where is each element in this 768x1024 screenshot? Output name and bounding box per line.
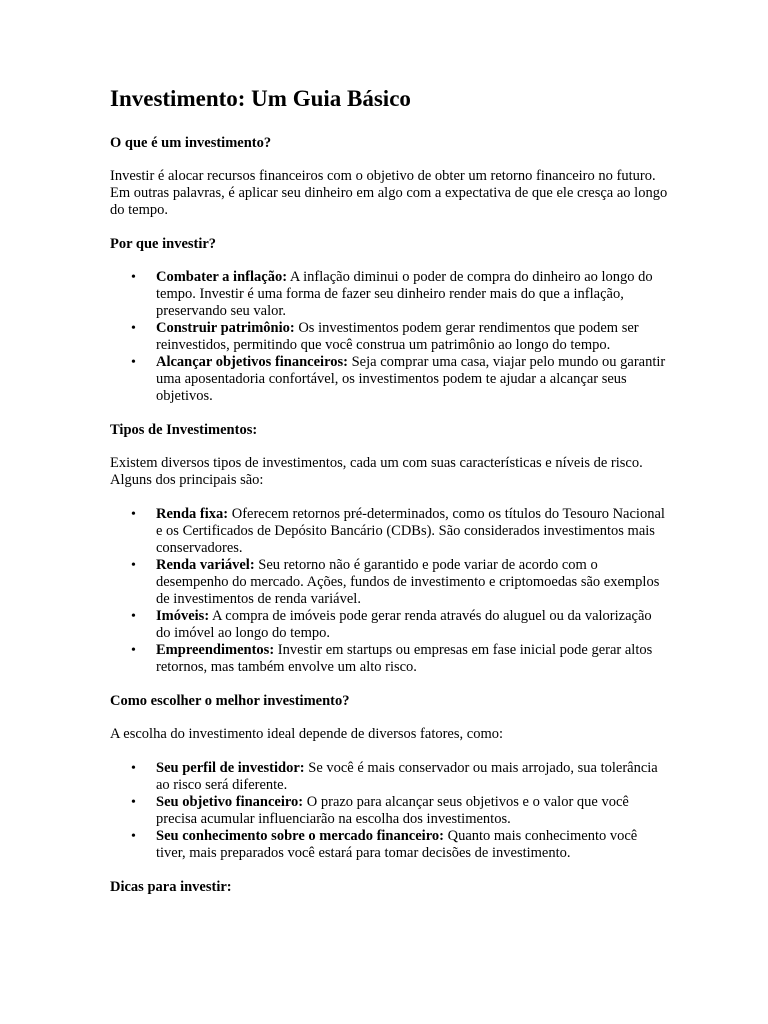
section-heading: Dicas para investir:	[110, 879, 232, 895]
bullet-icon: •	[131, 355, 136, 370]
list-item	[110, 642, 668, 676]
list-item-term: Renda variável:	[156, 557, 255, 573]
bullet-icon: •	[131, 761, 136, 776]
list-item	[110, 320, 668, 354]
list-item-text: Oferecem retornos pré-determinados, como os títulos do Tesouro Nacional e os Certificados de Depósito Bancário (CDBs). São considerados investimentos mais conservadores.	[156, 506, 665, 556]
bullet-icon: •	[131, 507, 136, 522]
section-paragraph: Existem diversos tipos de investimentos, cada um com suas características e níveis de risco. Alguns dos principais são:	[110, 455, 643, 488]
list-item	[110, 608, 668, 642]
section-heading: Tipos de Investimentos:	[110, 422, 258, 438]
bullet-list	[110, 269, 668, 405]
bullet-icon: •	[131, 829, 136, 844]
list-item	[110, 354, 668, 405]
bullet-icon: •	[131, 270, 136, 285]
section-heading: Como escolher o melhor investimento?	[110, 693, 350, 709]
list-item-term: Seu conhecimento sobre o mercado financeiro:	[156, 828, 444, 844]
list-item	[110, 269, 668, 320]
list-item-text: Quanto mais conhecimento você tiver, mais preparados você estará para tomar decisões de investimento.	[156, 828, 638, 861]
list-item	[110, 557, 668, 608]
list-item-term: Renda fixa:	[156, 506, 229, 522]
section-paragraph: Investir é alocar recursos financeiros com o objetivo de obter um retorno financeiro no futuro. Em outras palavras, é aplicar seu dinheiro em algo com a expectativa de que ele cresça ao longo do tempo.	[110, 168, 668, 218]
bullet-icon: •	[131, 609, 136, 624]
list-item-term: Seu objetivo financeiro:	[156, 794, 304, 810]
list-item-term: Imóveis:	[156, 608, 210, 624]
list-item-text: Investir em startups ou empresas em fase inicial pode gerar altos retornos, mas também envolve um alto risco.	[156, 642, 653, 675]
bullet-icon: •	[131, 643, 136, 658]
bullet-list	[110, 506, 668, 676]
list-item	[110, 828, 668, 862]
document-title: Investimento: Um Guia Básico	[110, 86, 411, 111]
list-item-term: Empreendimentos:	[156, 642, 275, 658]
list-item	[110, 506, 668, 557]
list-item-text: Se você é mais conservador ou mais arrojado, sua tolerância ao risco será diferente.	[156, 760, 658, 793]
list-item-term: Combater a inflação:	[156, 269, 288, 285]
list-item-text: A inflação diminui o poder de compra do dinheiro ao longo do tempo. Investir é uma forma de fazer seu dinheiro render mais do que a inflação, preservando seu valor.	[156, 269, 653, 319]
list-item	[110, 760, 668, 794]
list-item-text: A compra de imóveis pode gerar renda através do aluguel ou da valorização do imóvel ao longo do tempo.	[156, 608, 652, 641]
list-item-text: Seu retorno não é garantido e pode variar de acordo com o desempenho do mercado. Ações, fundos de investimento e criptomoedas são exemplos de investimentos de renda variável.	[156, 557, 660, 607]
bullet-icon: •	[131, 558, 136, 573]
list-item-term: Construir patrimônio:	[156, 320, 295, 336]
list-item-term: Alcançar objetivos financeiros:	[156, 354, 348, 370]
list-item	[110, 794, 668, 828]
bullet-icon: •	[131, 321, 136, 336]
list-item-text: Os investimentos podem gerar rendimentos que podem ser reinvestidos, permitindo que você construa um patrimônio ao longo do tempo.	[156, 320, 639, 353]
list-item-text: O prazo para alcançar seus objetivos e o valor que você precisa acumular influenciarão na escolha dos investimentos.	[156, 794, 629, 827]
section-heading: O que é um investimento?	[110, 135, 272, 151]
section-paragraph: A escolha do investimento ideal depende de diversos fatores, como:	[110, 726, 504, 742]
list-item-text: Seja comprar uma casa, viajar pelo mundo ou garantir uma aposentadoria confortável, os investimentos podem te ajudar a alcançar seus objetivos.	[156, 354, 666, 404]
bullet-icon: •	[131, 795, 136, 810]
bullet-list	[110, 760, 668, 862]
section-heading: Por que investir?	[110, 236, 217, 252]
list-item-term: Seu perfil de investidor:	[156, 760, 305, 776]
